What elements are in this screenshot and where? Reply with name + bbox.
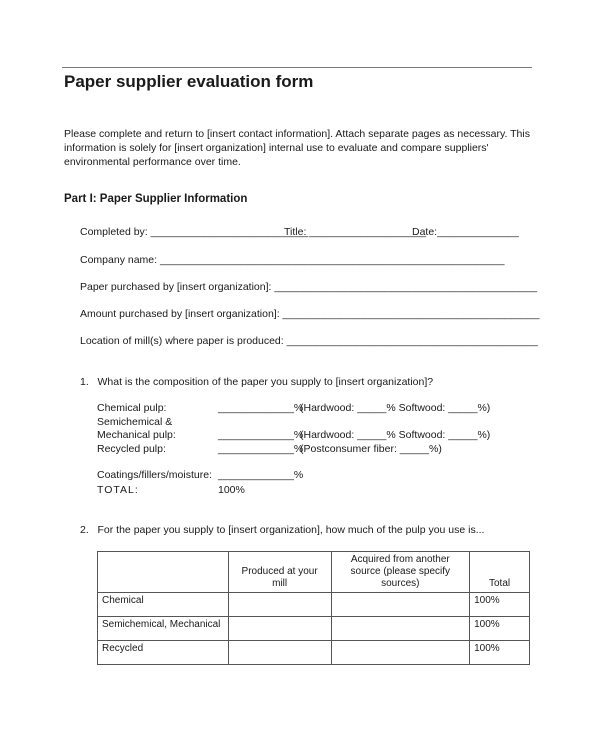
table-header-row — [98, 552, 530, 593]
row-label: Recycled — [98, 641, 229, 665]
question-2: 2. For the paper you supply to [insert organization], how much of the pulp you use is... — [80, 524, 485, 536]
mill-location-field[interactable]: Location of mill(s) where paper is produced: ___________________________________________ — [80, 335, 538, 347]
semichemical-pulp-detail[interactable]: (Hardwood: _____% Softwood: _____%) — [300, 429, 491, 441]
chemical-pulp-detail[interactable]: (Hardwood: _____% Softwood: _____%) — [300, 402, 491, 414]
pulp-source-table — [97, 551, 530, 665]
recycled-pulp-detail[interactable]: (Postconsumer fiber: _____%) — [300, 443, 442, 455]
header-acquired: Acquired from another source (please specify sources) — [331, 552, 470, 593]
chemical-pulp-value[interactable]: _____________% — [218, 402, 304, 414]
chemical-pulp-label: Chemical pulp: — [97, 402, 167, 414]
header-blank — [98, 552, 229, 593]
semichemical-label-line2: Mechanical pulp: — [97, 429, 176, 441]
coatings-value[interactable]: _____________% — [218, 469, 304, 481]
acquired-cell[interactable] — [331, 617, 470, 641]
recycled-pulp-label: Recycled pulp: — [97, 443, 166, 455]
produced-cell[interactable] — [228, 593, 331, 617]
produced-cell[interactable] — [228, 641, 331, 665]
acquired-cell[interactable] — [331, 641, 470, 665]
total-cell: 100% — [470, 641, 530, 665]
produced-cell[interactable] — [228, 617, 331, 641]
header-produced: Produced at your mill — [228, 552, 331, 593]
recycled-pulp-value[interactable]: _____________% — [218, 443, 304, 455]
part1-heading: Part I: Paper Supplier Information — [64, 193, 248, 205]
table-row — [98, 641, 530, 665]
table-row — [98, 617, 530, 641]
total-cell: 100% — [470, 593, 530, 617]
total-cell: 100% — [470, 617, 530, 641]
date-field[interactable]: Date:______________ — [412, 226, 519, 238]
paper-purchased-field[interactable]: Paper purchased by [insert organization]: _____________________________________________ — [80, 281, 538, 293]
header-total: Total — [470, 552, 530, 593]
top-rule — [62, 67, 532, 68]
completed-by-field[interactable]: Completed by: ___________________________ — [80, 226, 309, 238]
form-title: Paper supplier evaluation form — [64, 72, 314, 91]
total-value: 100% — [218, 484, 245, 496]
acquired-cell[interactable] — [331, 593, 470, 617]
amount-purchased-field[interactable]: Amount purchased by [insert organization]: ____________________________________________ — [80, 308, 540, 320]
intro-paragraph: Please complete and return to [insert contact information]. Attach separate pages as necessary. This information is solely for [insert organization] internal use to evaluate and compare suppliers' environmental performance over time. — [64, 128, 530, 168]
title-field[interactable]: Title: ____________________ — [284, 226, 427, 238]
row-label: Semichemical, Mechanical — [98, 617, 229, 641]
total-label: TOTAL: — [97, 484, 139, 496]
company-name-field[interactable]: Company name: ___________________________________________________________ — [80, 254, 505, 266]
semichemical-pulp-value[interactable]: _____________% — [218, 429, 304, 441]
question-1: 1. What is the composition of the paper you supply to [insert organization]? — [80, 376, 434, 388]
table-row — [98, 593, 530, 617]
coatings-label: Coatings/fillers/moisture: — [97, 469, 212, 481]
semichemical-label-line1: Semichemical & — [97, 416, 173, 428]
row-label: Chemical — [98, 593, 229, 617]
